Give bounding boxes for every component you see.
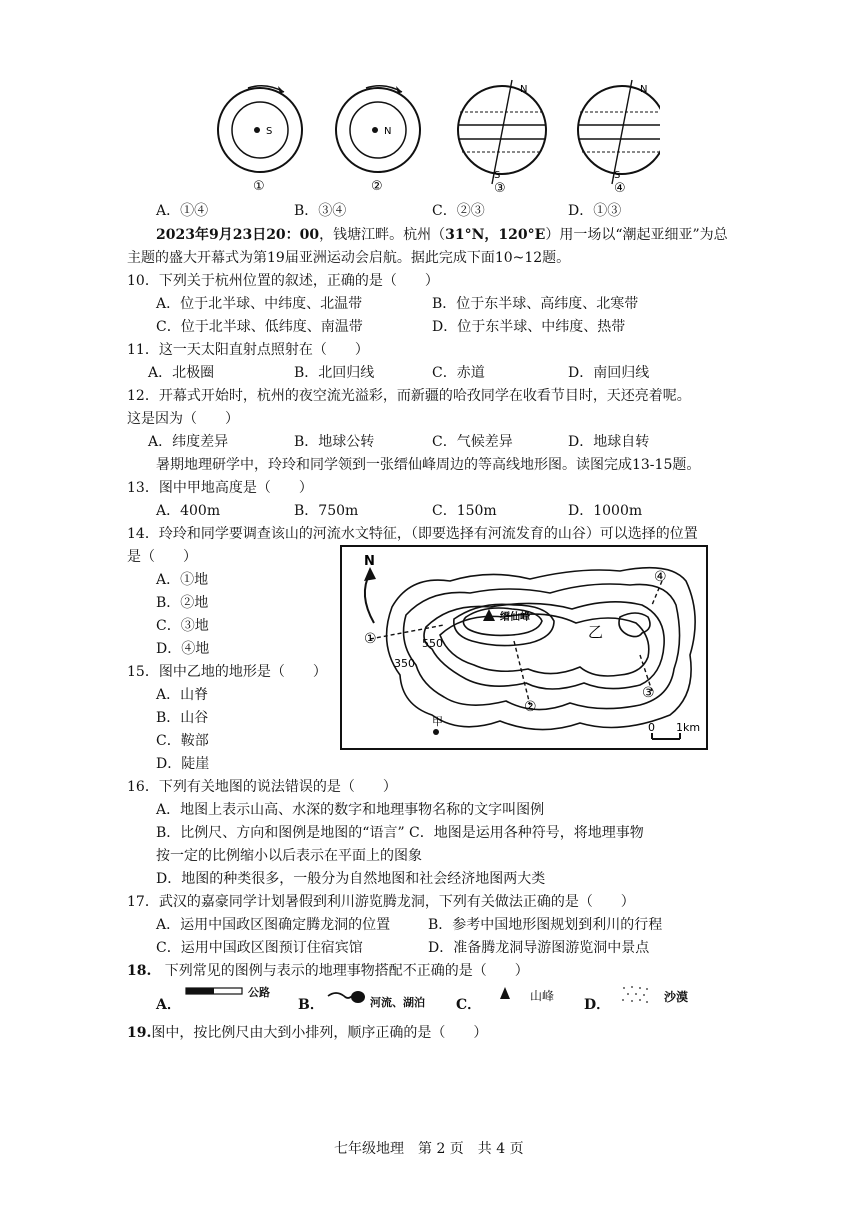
q18-label-b: 河流、湖泊 [370, 996, 425, 1009]
q9-option-d[interactable]: D．①③ [568, 203, 622, 219]
q17-option-b[interactable]: B．参考中国地形图规划到利川的行程 [428, 917, 663, 933]
scale-zero: 0 [648, 721, 655, 734]
location-jia-dot [433, 729, 439, 735]
north-label: N [364, 554, 375, 569]
page-footer: 七年级地理 第 2 页 共 4 页 [334, 1141, 524, 1157]
q18-label-c: 山峰 [530, 989, 555, 1003]
pole-label: N [640, 84, 648, 95]
intro-2: 暑期地理研学中，玲玲和同学领到一张缙仙峰周边的等高线地形图。读图完成13-15题。 [156, 457, 701, 473]
intro-line-1 [156, 226, 728, 244]
figure-label: ③ [494, 181, 506, 196]
location-yi: 乙 [588, 623, 604, 641]
q10-option-a[interactable]: A．位于北半球、中纬度、北温带 [156, 296, 363, 312]
marker-1: ① [364, 631, 377, 647]
q14-stem-2: 是（ ） [127, 549, 197, 565]
q16-option-d[interactable]: D．地图的种类很多，一般分为自然地图和社会经济地图两大类 [156, 871, 546, 887]
q11-stem: 11．这一天太阳直射点照射在（ ） [127, 342, 369, 358]
q17-option-a[interactable]: A．运用中国政区图确定腾龙洞的位置 [156, 917, 391, 933]
intro-datetime: 2023年9月23日20：00 [156, 227, 320, 243]
q17-option-d[interactable]: D．准备腾龙洞导游图游览洞中景点 [428, 940, 650, 956]
q15-stem: 15．图中乙地的地形是（ ） [127, 664, 327, 680]
q15-option-c[interactable]: C．鞍部 [156, 733, 209, 749]
q16-option-a[interactable]: A．地图上表示山高、水深的数字和地理事物名称的文字叫图例 [156, 802, 545, 818]
q10-option-c[interactable]: C．位于北半球、低纬度、南温带 [156, 319, 363, 335]
figure-1 [218, 86, 302, 194]
q18-option-b[interactable]: B． [298, 997, 324, 1013]
figure-label: ① [253, 179, 265, 194]
q18-number: 18. [127, 963, 152, 979]
marker-2: ② [524, 699, 537, 715]
q12-option-d[interactable]: D．地球自转 [568, 434, 650, 450]
q18-stem-line [127, 962, 529, 980]
q11-option-d[interactable]: D．南回归线 [568, 365, 650, 381]
q15-option-d[interactable]: D．陡崖 [156, 756, 210, 772]
q12-stem-1: 12．开幕式开始时，杭州的夜空流光溢彩，而新疆的哈孜同学在收看节目时，天还亮着呢。 [127, 388, 691, 404]
q19-line [127, 1024, 487, 1042]
q13-option-d[interactable]: D．1000m [568, 503, 643, 519]
q12-option-a[interactable]: A．纬度差异 [148, 434, 229, 450]
pole-label: S [614, 170, 621, 181]
q18-label-a: 公路 [248, 986, 270, 999]
pole-label: N [520, 84, 528, 95]
q13-option-c[interactable]: C．150m [432, 503, 497, 519]
q16-option-c-cont: 按一定的比例缩小以后表示在平面上的图象 [156, 848, 422, 864]
q18-option-d[interactable]: D． [584, 997, 611, 1013]
q9-option-b[interactable]: B．③④ [294, 203, 347, 219]
pole-label: S [266, 126, 273, 137]
road-legend-icon [184, 986, 244, 1000]
figure-label: ④ [614, 181, 626, 196]
q9-figures [200, 78, 660, 198]
intro-text: ，钱塘江畔。杭州（ [319, 227, 446, 243]
q18-stem: 下列常见的图例与表示的地理事物搭配不正确的是（ ） [164, 963, 529, 979]
peak-legend-icon [498, 986, 512, 1000]
marker-3: ③ [642, 685, 655, 701]
peak-label: 缙仙峰 [500, 612, 530, 623]
q17-option-c[interactable]: C．运用中国政区图预订住宿宾馆 [156, 940, 363, 956]
q10-stem: 10．下列关于杭州位置的叙述，正确的是（ ） [127, 273, 439, 289]
q13-stem: 13．图中甲地高度是（ ） [127, 480, 313, 496]
q11-option-a[interactable]: A．北极圈 [148, 365, 215, 381]
intro-text: ）用一场以“潮起亚细亚”为总 [545, 227, 728, 243]
q12-option-c[interactable]: C．气候差异 [432, 434, 513, 450]
q10-option-d[interactable]: D．位于东半球、中纬度、热带 [432, 319, 626, 335]
q16-stem: 16．下列有关地图的说法错误的是（ ） [127, 779, 397, 795]
scale-km: 1km [676, 721, 701, 734]
river-lake-legend-icon [326, 988, 366, 1006]
q12-stem-2: 这是因为（ ） [127, 411, 239, 427]
q19-number: 19. [127, 1025, 152, 1041]
figure-label: ② [371, 179, 383, 194]
q12-option-b[interactable]: B．地球公转 [294, 434, 375, 450]
intro-line-2: 主题的盛大开幕式为第19届亚洲运动会启航。据此完成下面10~12题。 [127, 250, 571, 266]
location-jia: 甲 [432, 715, 443, 728]
contour-label-550: 550 [422, 637, 443, 650]
q18-option-a[interactable]: A． [156, 997, 181, 1013]
q14-option-b[interactable]: B．②地 [156, 595, 209, 611]
q14-option-a[interactable]: A．①地 [156, 572, 209, 588]
q13-option-a[interactable]: A．400m [156, 503, 221, 519]
q9-option-a[interactable]: A．①④ [156, 203, 209, 219]
q10-option-b[interactable]: B．位于东半球、高纬度、北寒带 [432, 296, 639, 312]
figure-4 [578, 80, 660, 196]
q14-stem-1: 14．玲玲和同学要调查该山的河流水文特征，（即要选择有河流发育的山谷）可以选择的位置 [127, 526, 698, 542]
q17-stem: 17．武汉的嘉豪同学计划暑假到利川游览腾龙洞，下列有关做法正确的是（ ） [127, 894, 635, 910]
contour-label-350: 350 [394, 657, 415, 670]
q14-option-c[interactable]: C．③地 [156, 618, 209, 634]
q15-option-a[interactable]: A．山脊 [156, 687, 209, 703]
intro-coordinates: 31°N，120°E [445, 227, 546, 243]
pole-label: N [384, 126, 392, 137]
q14-option-d[interactable]: D．④地 [156, 641, 210, 657]
q13-option-b[interactable]: B．750m [294, 503, 359, 519]
figure-3 [458, 80, 546, 196]
q19-stem: 图中，按比例尺由大到小排列，顺序正确的是（ ） [151, 1025, 488, 1041]
q11-option-c[interactable]: C．赤道 [432, 365, 485, 381]
marker-4: ④ [654, 569, 667, 585]
q18-label-d: 沙漠 [664, 990, 689, 1004]
pole-label: S [494, 170, 501, 181]
figure-2 [336, 86, 420, 194]
contour-map [340, 545, 708, 750]
desert-legend-icon [620, 984, 650, 1006]
q11-option-b[interactable]: B．北回归线 [294, 365, 375, 381]
q9-option-c[interactable]: C．②③ [432, 203, 485, 219]
q15-option-b[interactable]: B．山谷 [156, 710, 209, 726]
q16-option-bc[interactable]: B．比例尺、方向和图例是地图的“语言” C．地图是运用各种符号，将地理事物 [156, 825, 644, 841]
q18-option-c[interactable]: C． [456, 997, 482, 1013]
